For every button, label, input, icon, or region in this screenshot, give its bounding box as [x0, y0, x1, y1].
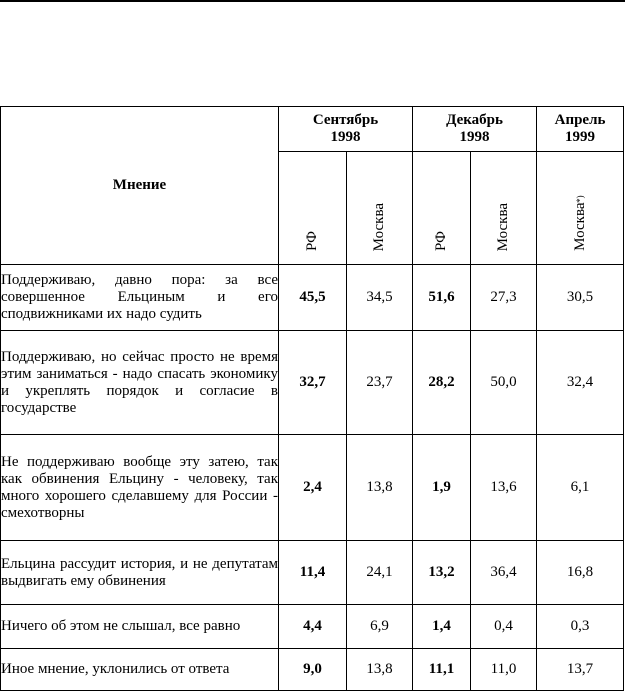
value-cell: 36,4 — [471, 541, 537, 605]
period-year: 1998 — [459, 129, 490, 145]
value-cell: 4,4 — [279, 605, 347, 649]
period-header-sep-1998 — [279, 107, 413, 152]
opinion-cell: Иное мнение, уклонились от ответа — [1, 649, 279, 691]
value-cell: 34,5 — [347, 265, 413, 331]
period-header-dec-1998 — [413, 107, 537, 152]
col-header-moscow: Москва*) — [537, 152, 624, 265]
value-cell: 13,8 — [347, 435, 413, 541]
table-row — [1, 265, 624, 331]
value-cell: 13,6 — [471, 435, 537, 541]
value-cell: 11,1 — [413, 649, 471, 691]
poll-table — [0, 106, 624, 691]
opinion-cell: Поддерживаю, давно пора: за все совершенное Ельциным и его сподвижниками их надо судить — [1, 265, 279, 331]
value-cell: 32,7 — [279, 331, 347, 435]
period-header-apr-1999 — [537, 107, 624, 152]
value-cell: 11,0 — [471, 649, 537, 691]
value-cell: 13,2 — [413, 541, 471, 605]
value-cell: 0,4 — [471, 605, 537, 649]
value-cell: 24,1 — [347, 541, 413, 605]
col-header-moscow: Москва — [471, 152, 537, 265]
col-header-rf: РФ — [279, 152, 347, 265]
period-year: 1999 — [565, 129, 596, 145]
table-row — [1, 541, 624, 605]
table-row — [1, 435, 624, 541]
value-cell: 27,3 — [471, 265, 537, 331]
col-header-rf: РФ — [413, 152, 471, 265]
value-cell: 1,4 — [413, 605, 471, 649]
opinion-cell: Поддерживаю, но сейчас просто не время этим заниматься - надо спасать экономику и укреплять порядок и согласие в государстве — [1, 331, 279, 435]
top-rule — [0, 0, 625, 2]
period-label: Декабрь — [446, 112, 503, 128]
value-cell: 11,4 — [279, 541, 347, 605]
table-row — [1, 649, 624, 691]
period-label: Апрель — [554, 112, 606, 128]
opinion-cell: Не поддерживаю вообще эту затею, так как обвинения Ельцину - человеку, так много хорошего сделавшему для России - смехотворны — [1, 435, 279, 541]
col-header-moscow: Москва — [347, 152, 413, 265]
value-cell: 6,9 — [347, 605, 413, 649]
value-cell: 51,6 — [413, 265, 471, 331]
table-row — [1, 331, 624, 435]
value-cell: 9,0 — [279, 649, 347, 691]
value-cell: 0,3 — [537, 605, 624, 649]
value-cell: 23,7 — [347, 331, 413, 435]
value-cell: 28,2 — [413, 331, 471, 435]
value-cell: 6,1 — [537, 435, 624, 541]
value-cell: 16,8 — [537, 541, 624, 605]
opinion-cell: Ельцина рассудит история, и не депутатам выдвигать ему обвинения — [1, 541, 279, 605]
value-cell: 13,8 — [347, 649, 413, 691]
period-year: 1998 — [330, 129, 361, 145]
opinion-cell: Ничего об этом не слышал, все равно — [1, 605, 279, 649]
table-row — [1, 605, 624, 649]
opinion-header: Мнение — [1, 107, 279, 265]
value-cell: 32,4 — [537, 331, 624, 435]
value-cell: 30,5 — [537, 265, 624, 331]
footnote-mark: *) — [574, 195, 585, 203]
value-cell: 50,0 — [471, 331, 537, 435]
value-cell: 45,5 — [279, 265, 347, 331]
value-cell: 2,4 — [279, 435, 347, 541]
period-label: Сентябрь — [312, 112, 379, 128]
value-cell: 1,9 — [413, 435, 471, 541]
value-cell: 13,7 — [537, 649, 624, 691]
